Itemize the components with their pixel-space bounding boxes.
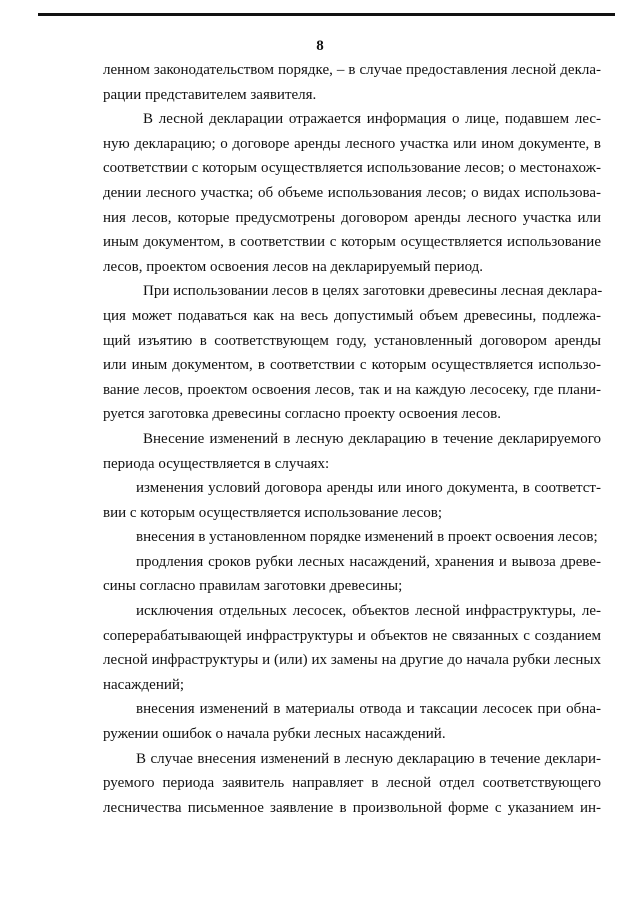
top-rule — [38, 13, 615, 16]
text-line: ция может подаваться как на весь допустимый объем древесины, подлежа- — [103, 307, 601, 324]
text-line: сины согласно правилам заготовки древесины; — [103, 578, 403, 595]
text-line: иным документом, в соответствии с которым осуществляется использование — [103, 234, 601, 251]
text-line: или иным документом, в соответствии с которым осуществляется использо- — [103, 357, 601, 374]
body-text — [103, 58, 601, 820]
text-line: изменения условий договора аренды или иного документа, в соответст- — [136, 480, 601, 497]
text-line: внесения в установленном порядке изменений в проект освоения лесов; — [136, 529, 598, 546]
text-line: дении лесного участка; об объеме использования лесов; о видах использова- — [103, 184, 601, 201]
text-line: При использовании лесов в целях заготовки древесины лесная деклара- — [143, 283, 603, 300]
text-line: лесной инфраструктуры и (или) их замены на другие до начала рубки лесных — [103, 652, 601, 669]
text-line: внесения изменений в материалы отвода и таксации лесосек при обна- — [136, 701, 601, 718]
text-line: продления сроков рубки лесных насаждений, хранения и вывоза древе- — [136, 553, 601, 570]
page-number: 8 — [316, 38, 324, 54]
text-line: ния лесов, которые предусмотрены договором аренды лесного участка или — [103, 209, 601, 226]
text-line: вии с которым осуществляется использование лесов; — [103, 504, 443, 521]
text-line: Внесение изменений в лесную декларацию в течение декларируемого — [143, 430, 601, 447]
text-line: соперерабатывающей инфраструктуры и объектов не связанных с созданием — [103, 627, 601, 644]
text-line: насаждений; — [103, 676, 185, 693]
text-line: лесничества письменное заявление в произвольной форме с указанием ин- — [103, 799, 601, 816]
text-line: щий изъятию в соответствующем году, установленный договором аренды — [103, 332, 601, 349]
text-line: периода осуществляется в случаях: — [103, 455, 330, 472]
text-line: ную декларацию; о договоре аренды лесного участка или ином документе, в — [103, 135, 601, 152]
text-line: соответствии с которым осуществляется использование лесов; о местонахож- — [103, 160, 601, 177]
text-line: вание лесов, проектом освоения лесов, так и на каждую лесосеку, где плани- — [103, 381, 601, 398]
text-line: исключения отдельных лесосек, объектов лесной инфраструктуры, ле- — [136, 603, 601, 620]
text-line: рации представителем заявителя. — [103, 86, 317, 103]
text-line: лесов, проектом освоения лесов на декларируемый период. — [103, 258, 484, 275]
text-line: руется заготовка древесины согласно проекту освоения лесов. — [103, 406, 501, 423]
text-line: ружении ошибок о начала рубки лесных насаждений. — [103, 726, 446, 743]
text-line: ленном законодательством порядке, – в случае предоставления лесной декла- — [103, 62, 601, 78]
text-line: руемого периода заявитель направляет в лесной отдел соответствующего — [103, 775, 601, 792]
text-line: В лесной декларации отражается информация о лице, подавшем лес- — [143, 111, 601, 128]
text-line: В случае внесения изменений в лесную декларацию в течение деклари- — [136, 750, 601, 767]
